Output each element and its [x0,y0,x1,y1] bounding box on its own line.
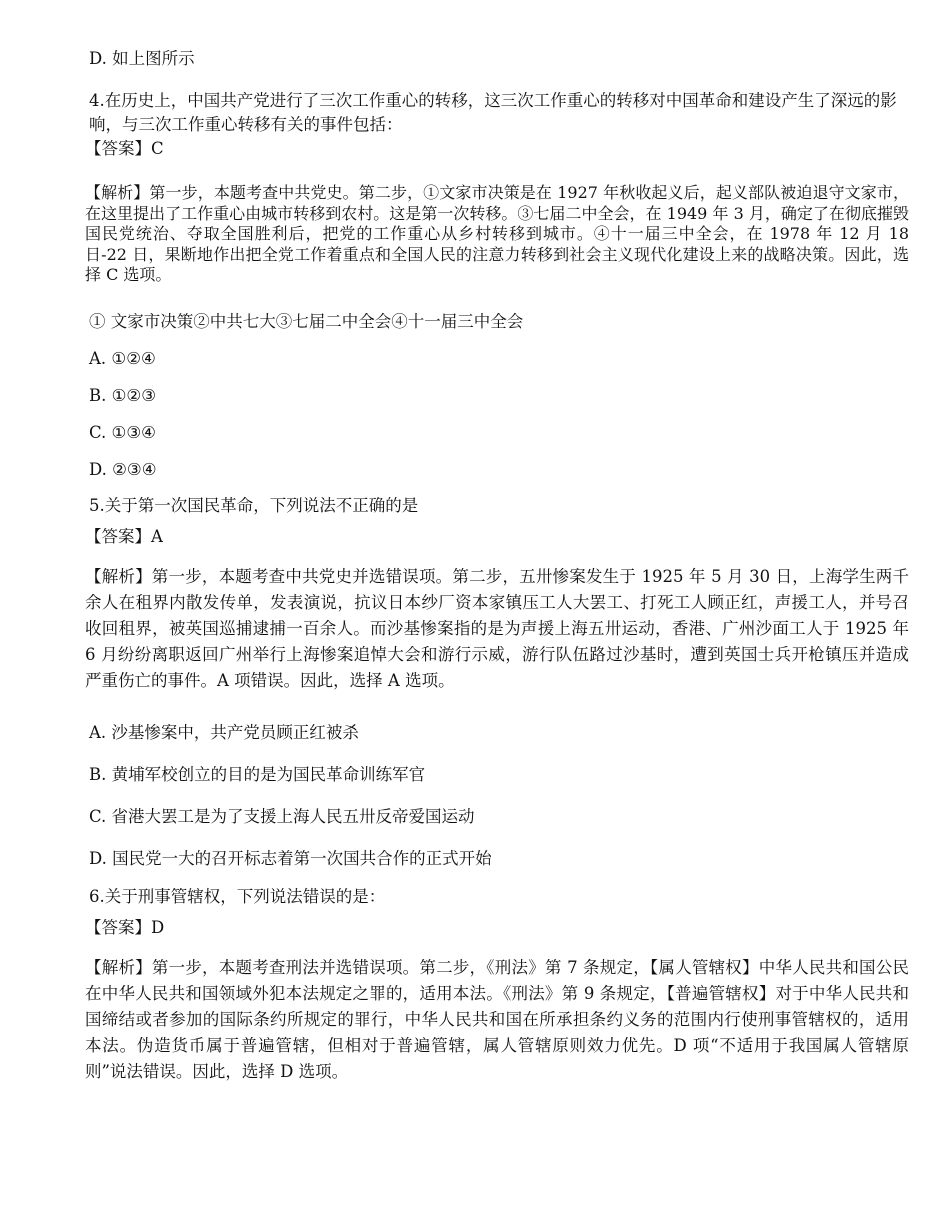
document-page [85,47,909,1085]
q6-answer: 【答案】D [85,917,165,937]
q5-option-a: A. 沙基惨案中，共产党员顾正红被杀 [89,722,359,742]
q5-answer: 【答案】A [85,526,163,546]
q4-option-a: A. ①②④ [89,348,156,368]
q4-items: ① 文家市决策②中共七大③七届二中全会④十一届三中全会 [89,311,524,331]
q4-analysis: 【解析】第一步，本题考查中共党史。第二步，①文家市决策是在 1927 年秋收起义后，起义部队被迫退守文家市，在这里提出了工作重心由城市转移到农村。这是第一次转移。③七届二中全会，在 1949 年 3 月，确定了在彻底摧毁国民党统治、夺取全国胜利后，把党的工作重心从乡村转移到城市。④十一届三中全会，在 1978 年 12 月 18 日-22 日，果断地作出把全党工作着重点和全国人民的注意力转移到社会主义现代化建设上来的战略决策。因此，选择 C 选项。 [85,183,909,284]
q5-stem: 5.关于第一次国民革命，下列说法不正确的是 [89,495,419,515]
q4-option-b: B. ①②③ [89,385,156,405]
q5-analysis: 【解析】第一步，本题考查中共党史并选错误项。第二步，五卅惨案发生于 1925 年 5 月 30 日，上海学生两千余人在租界内散发传单，发表演说，抗议日本纱厂资本家镇压工人大罢工、打死工人顾正红，声援工人，并号召收回租界，被英国巡捕逮捕一百余人。而沙基惨案指的是为声援上海五卅运动，香港、广州沙面工人于 1925 年 6 月纷纷离职返回广州举行上海惨案追悼大会和游行示威，游行队伍路过沙基时，遭到英国士兵开枪镇压并造成严重伤亡的事件。A 项错误。因此，选择 A 选项。 [85,566,909,690]
q6-stem: 6.关于刑事管辖权，下列说法错误的是： [89,886,386,906]
q6-analysis: 【解析】第一步，本题考查刑法并选错误项。第二步，《刑法》第 7 条规定，【属人管辖权】中华人民共和国公民在中华人民共和国领域外犯本法规定之罪的，适用本法。《刑法》第 9 条规定，【普遍管辖权】对于中华人民共和国缔结或者参加的国际条约所规定的罪行，中华人民共和国在所承担条约义务的范围内行使刑事管辖权的，适用本法。伪造货币属于普遍管辖，但相对于普遍管辖，属人管辖原则效力优先。D 项“不适用于我国属人管辖原则”说法错误。因此，选择 D 选项。 [85,957,909,1081]
q4-stem: 4.在历史上，中国共产党进行了三次工作重心的转移，这三次工作重心的转移对中国革命和建设产生了深远的影响，与三次工作重心转移有关的事件包括： [89,91,897,134]
q4-answer: 【答案】C [85,139,164,158]
previous-option-d: D. 如上图所示 [89,49,195,68]
q4-option-d: D. ②③④ [89,459,157,479]
q5-option-c: C. 省港大罢工是为了支援上海人民五卅反帝爱国运动 [89,806,475,826]
q5-option-d: D. 国民党一大的召开标志着第一次国共合作的正式开始 [89,848,492,868]
q5-option-b: B. 黄埔军校创立的目的是为国民革命训练军官 [89,764,426,784]
q4-option-c: C. ①③④ [89,422,156,442]
